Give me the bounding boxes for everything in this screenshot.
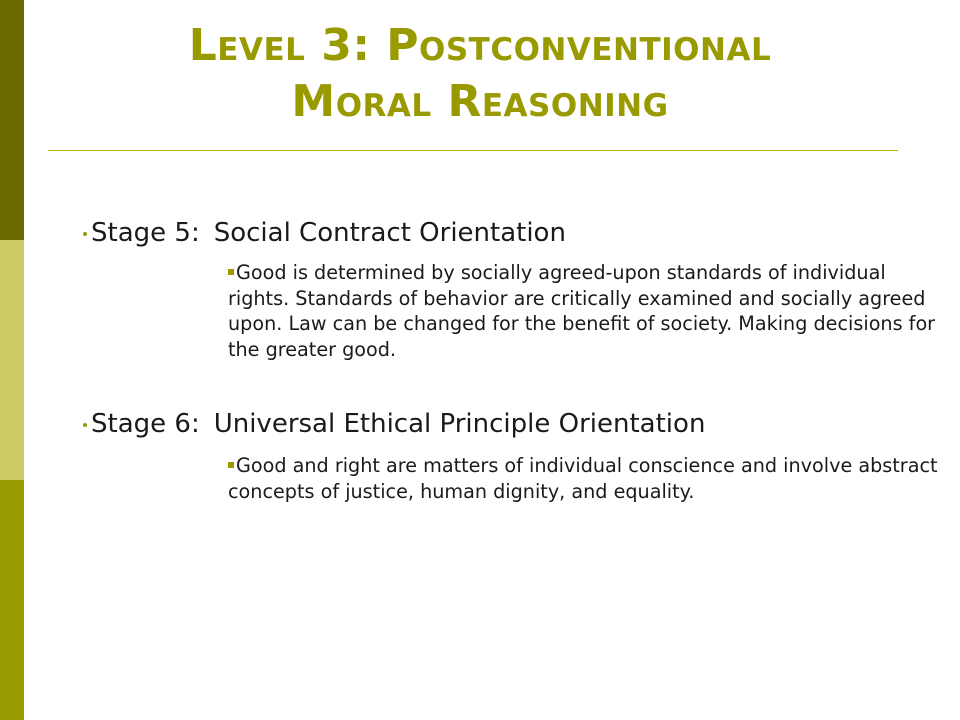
- stage-5-heading: [91, 218, 566, 248]
- stage-5-description: [228, 260, 938, 362]
- title-line-2: Moral Reasoning: [291, 76, 669, 127]
- stage-name: Universal Ethical Principle Orientation: [213, 409, 706, 439]
- stage-label: Stage 6:: [91, 409, 200, 439]
- stage-6-heading: [91, 409, 705, 439]
- stage-name: Social Contract Orientation: [213, 218, 566, 248]
- stage-description-text: Good and right are matters of individual conscience and involve abstract concepts of justice, human dignity, and equality.: [228, 454, 938, 503]
- title-line-1: Level 3: Postconventional: [188, 20, 772, 71]
- bullet-square-icon: [228, 462, 234, 468]
- bullet-dot-icon: [83, 423, 87, 427]
- bullet-square-icon: [228, 269, 234, 275]
- stage-label: Stage 5:: [91, 218, 200, 248]
- stage-6-description: [228, 453, 938, 504]
- bullet-dot-icon: [83, 232, 87, 236]
- stage-description-text: Good is determined by socially agreed-upon standards of individual rights. Standards of behavior are critically examined and socially agreed upon. Law can be changed for the benefit of society. Making decisions for the greater good.: [228, 261, 936, 361]
